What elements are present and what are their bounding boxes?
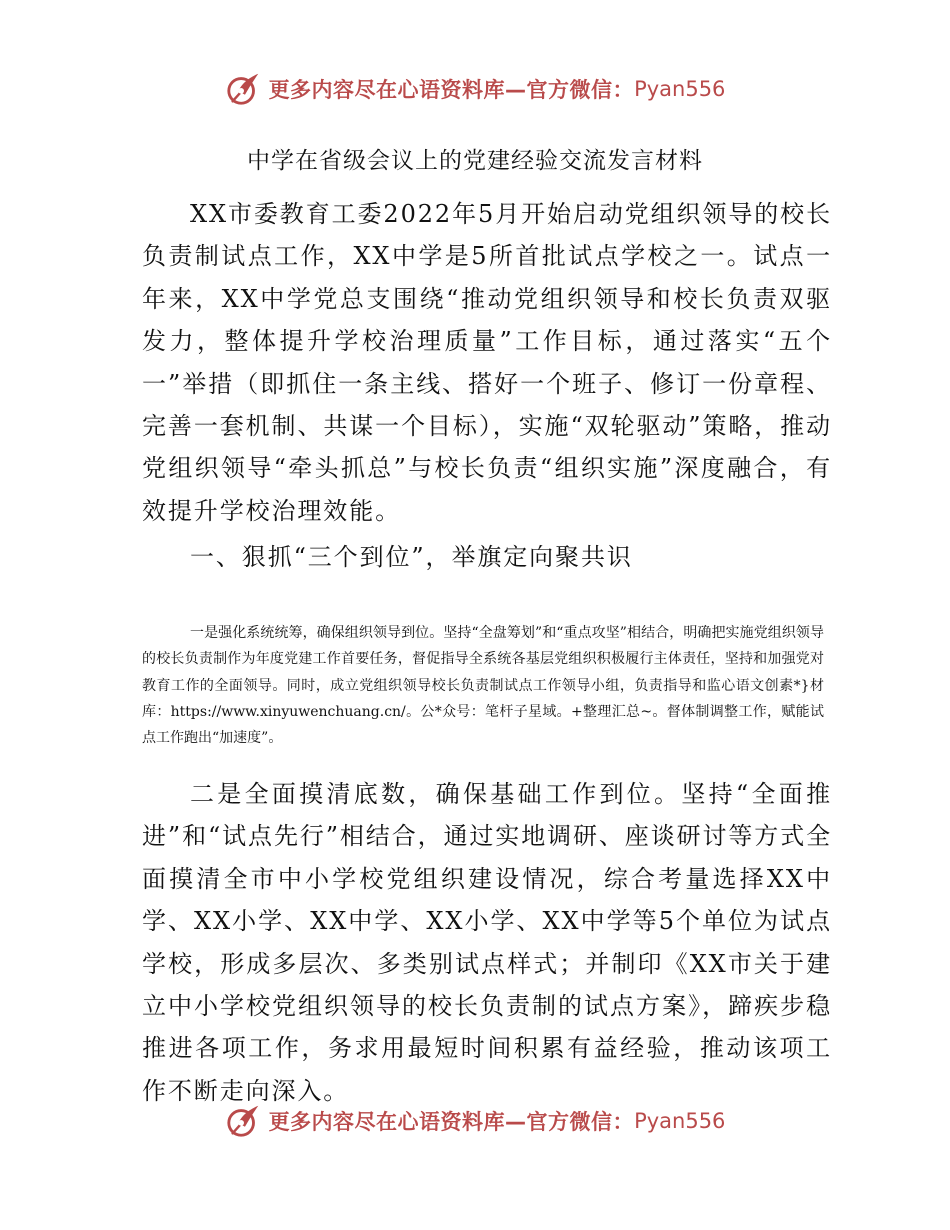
point-two-paragraph: 二是全面摸清底数，确保基础工作到位。坚持“全面推进”和“试点先行”相结合，通过实地调研、座谈研讨等方式全面摸清全市中小学校党组织建设情况，综合考量选择XX中学、XX小学、XX中学、XX小学、XX中学等5个单位为试点学校，形成多层次、多类别试点样式；并制印《XX市关于建立中小学校党组织领导的校长负责制的试点方案》，蹄疾步稳推进各项工作，务求用最短时间积累有益经验，推动该项工作不断走向深入。 xyxy=(142,780,833,1105)
quill-logo-icon xyxy=(225,1102,263,1140)
header-banner xyxy=(0,66,950,112)
banner-text: 更多内容尽在心语资料库—官方微信： xyxy=(268,1110,635,1134)
footer-banner xyxy=(0,1098,950,1144)
banner-wechat-id: Pyan556 xyxy=(634,1109,726,1133)
banner-wechat-id: Pyan556 xyxy=(634,77,726,101)
document-title: 中学在省级会议上的党建经验交流发言材料 xyxy=(247,148,703,174)
banner-text: 更多内容尽在心语资料库—官方微信： xyxy=(268,78,635,102)
point-one-paragraph: 一是强化系统统筹，确保组织领导到位。坚持“全盘筹划”和“重点攻坚”相结合，明确把实施党组织领导的校长负责制作为年度党建工作首要任务，督促指导全系统各基层党组织积极履行主体责任，坚持和加强党对教育工作的全面领导。同时，成立党组织领导校长负责制试点工作领导小组，负责指导和监心语文创素*}材库：https://www.xinyuwenchuang.cn/。公*众号：笔杆子星域。+整理汇总~。督体制调整工作，赋能试点工作跑出“加速度”。 xyxy=(142,625,824,747)
quill-logo-icon xyxy=(225,70,263,108)
section-heading: 一、狠抓“三个到位”，举旗定向聚共识 xyxy=(190,543,633,571)
intro-paragraph: XX市委教育工委2022年5月开始启动党组织领导的校长负责制试点工作，XX中学是5所首批试点学校之一。试点一年来，XX中学党总支围绕“推动党组织领导和校长负责双驱发力，整体提升学校治理质量”工作目标，通过落实“五个一”举措（即抓住一条主线、搭好一个班子、修订一份章程、完善一套机制、共谋一个目标），实施“双轮驱动”策略，推动党组织领导“牵头抓总”与校长负责“组织实施”深度融合，有效提升学校治理效能。 xyxy=(142,200,832,525)
